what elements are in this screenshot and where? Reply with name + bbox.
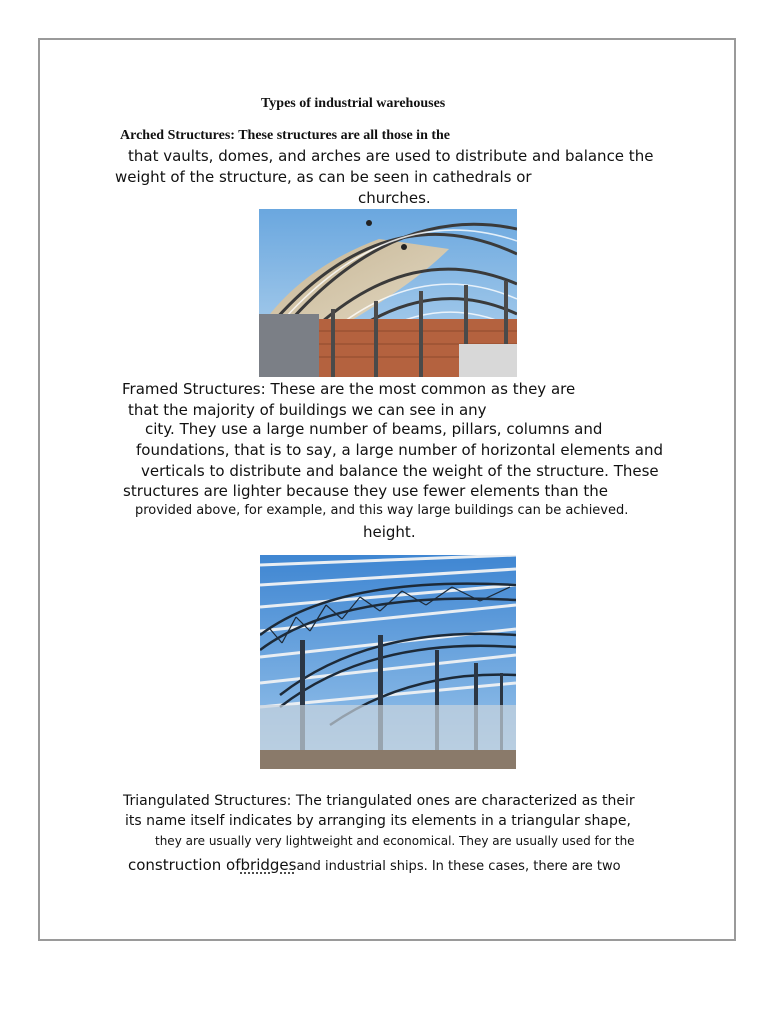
triangulated-line-4-end: and industrial ships. In these cases, there are two <box>296 859 621 874</box>
triangulated-line-4 <box>128 855 621 874</box>
arched-line-2: weight of the structure, as can be seen in cathedrals or <box>115 168 532 186</box>
bridges-link[interactable]: bridges <box>240 856 297 874</box>
arched-heading: Arched Structures: These structures are all those in the <box>120 128 451 143</box>
framed-line-7: provided above, for example, and this way large buildings can be achieved. <box>135 503 629 518</box>
framed-line-2: that the majority of buildings we can see in any <box>128 401 487 419</box>
arched-structure-photo <box>259 209 517 377</box>
framed-line-8: height. <box>363 523 416 541</box>
framed-line-3: city. They use a large number of beams, pillars, columns and <box>145 420 603 438</box>
triangulated-line-4-start: construction of <box>128 856 241 874</box>
document-title: Types of industrial warehouses <box>261 96 446 111</box>
steel-frame-photo <box>260 555 516 769</box>
arched-line-1: that vaults, domes, and arches are used to distribute and balance the <box>128 147 654 165</box>
triangulated-line-1: Triangulated Structures: The triangulated ones are characterized as their <box>123 793 635 809</box>
triangulated-line-2: its name itself indicates by arranging its elements in a triangular shape, <box>125 813 631 829</box>
framed-line-5: verticals to distribute and balance the weight of the structure. These <box>141 462 659 480</box>
arched-line-3: churches. <box>358 189 431 207</box>
framed-line-4: foundations, that is to say, a large number of horizontal elements and <box>136 441 664 459</box>
framed-line-6: structures are lighter because they use fewer elements than the <box>123 482 609 500</box>
framed-line-1: Framed Structures: These are the most common as they are <box>122 380 576 398</box>
triangulated-line-3: they are usually very lightweight and economical. They are usually used for the <box>155 834 635 848</box>
